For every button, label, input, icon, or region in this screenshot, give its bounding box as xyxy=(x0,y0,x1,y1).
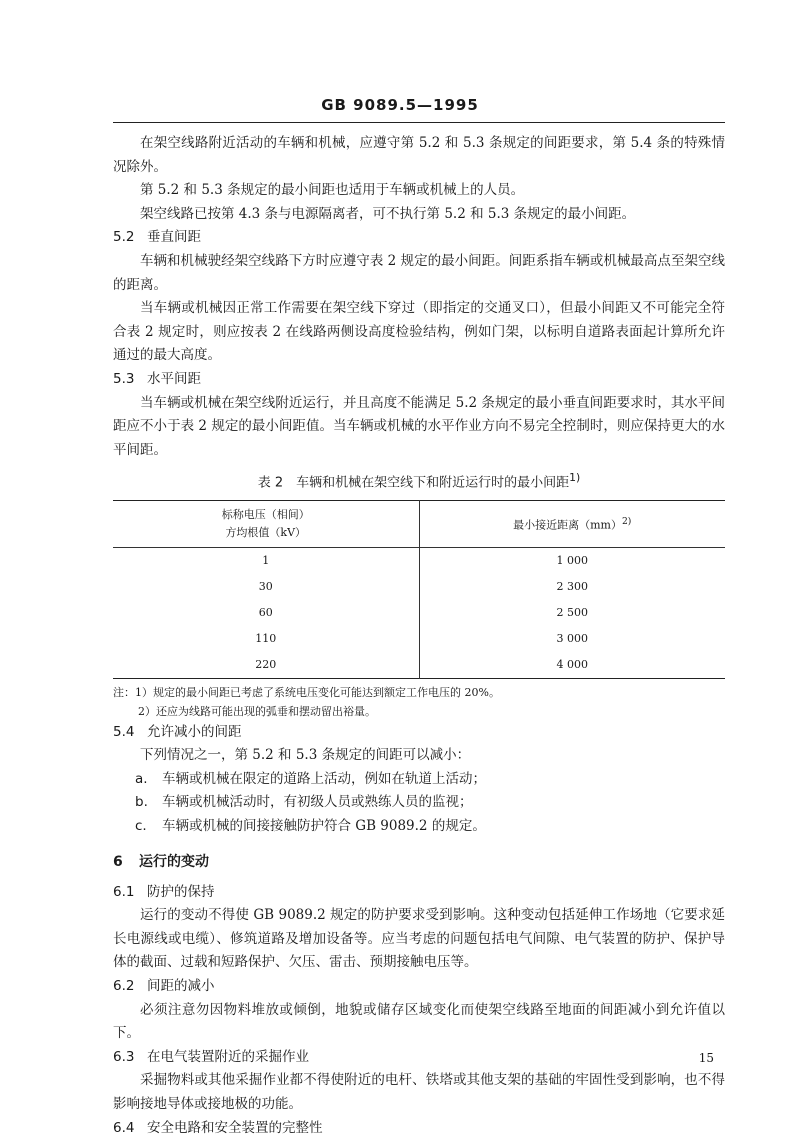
distance-cell: 3 000 xyxy=(556,632,588,646)
table-caption xyxy=(113,464,725,497)
voltage-column-header xyxy=(113,500,419,547)
paragraph: 运行的变动不得使 GB 9089.2 规定的防护要求受到影响。这种变动包括延伸工作场地（它要求延长电源线或电缆）、修筑道路及增加设备等。应当考虑的问题包括电气间隙、电气装置的防护、保护导体的截面、过载和短路保护、欠压、雷击、预期接触电压等。 xyxy=(113,907,725,971)
paragraph: 下列情况之一，第 5.2 和 5.3 条规定的间距可以减小： xyxy=(140,747,471,764)
paragraph: 当车辆或机械在架空线附近运行，并且高度不能满足 5.2 条规定的最小垂直间距要求时，其水平间距应不小于表 2 规定的最小间距值。当车辆或机械的水平作业方向不易完全控制时，则应保持更大的水平间距。 xyxy=(113,394,725,458)
section-number: 6.4 xyxy=(113,1119,135,1136)
table-note: 注：1）规定的最小间距已考虑了系统电压变化可能达到额定工作电压的 20%。 xyxy=(113,685,500,699)
list-text: 车辆或机械在限定的道路上活动，例如在轨道上活动； xyxy=(162,770,486,787)
voltage-cell: 110 xyxy=(113,626,419,652)
table-row xyxy=(113,652,725,679)
distance-column-header xyxy=(419,500,725,547)
min-distance-table xyxy=(113,500,725,679)
section-heading xyxy=(113,1117,725,1140)
section-heading xyxy=(113,881,725,905)
chapter-title: 运行的变动 xyxy=(139,853,209,870)
table-row xyxy=(113,547,725,574)
list-marker: a. xyxy=(135,770,148,787)
section-number: 6.2 xyxy=(113,977,135,994)
table-row xyxy=(113,574,725,600)
list-item xyxy=(113,791,725,815)
section-title: 安全电路和安全装置的完整性 xyxy=(147,1119,323,1136)
header-line: 方均根值（kV） xyxy=(225,525,307,539)
voltage-cell: 30 xyxy=(113,574,419,600)
list-item xyxy=(113,768,725,792)
voltage-cell: 220 xyxy=(113,652,419,679)
paragraph: 第 5.2 和 5.3 条规定的最小间距也适用于车辆或机械上的人员。 xyxy=(140,182,525,199)
document-header xyxy=(0,96,800,114)
paragraph: 车辆和机械驶经架空线路下方时应遵守表 2 规定的最小间距。间距系指车辆或机械最高点至架空线的距离。 xyxy=(113,252,725,293)
paragraph: 必须注意勿因物料堆放或倾倒，地貌或储存区域变化而使架空线路至地面的间距减小到允许值以下。 xyxy=(113,1001,725,1042)
section-heading xyxy=(113,975,725,999)
section-title: 水平间距 xyxy=(147,370,201,387)
section-title: 防护的保持 xyxy=(147,883,215,900)
distance-cell: 4 000 xyxy=(556,658,588,672)
footnote-ref: 1) xyxy=(569,471,581,485)
chapter-heading xyxy=(113,849,725,875)
table-notes xyxy=(113,683,725,721)
voltage-cell: 60 xyxy=(113,600,419,626)
header-line: 标称电压（相间） xyxy=(221,507,310,521)
table-note: 2）还应为线路可能出现的弧垂和摆动留出裕量。 xyxy=(138,704,376,718)
section-title: 在电气装置附近的采掘作业 xyxy=(147,1048,309,1065)
paragraph: 采掘物料或其他采掘作业都不得使附近的电杆、铁塔或其他支架的基础的牢固性受到影响，也不得影响接地导体或接地极的功能。 xyxy=(113,1072,725,1112)
section-heading xyxy=(113,226,725,250)
table-row xyxy=(113,626,725,652)
section-heading xyxy=(113,721,725,745)
list-marker: c. xyxy=(135,818,147,835)
distance-cell: 1 000 xyxy=(556,554,588,568)
list-marker: b. xyxy=(135,794,148,811)
header-rule xyxy=(113,122,725,123)
section-number: 6.1 xyxy=(113,883,135,900)
page-number: 15 xyxy=(698,1051,714,1065)
footnote-ref: 2) xyxy=(621,515,632,527)
section-title: 允许减小的间距 xyxy=(147,723,242,740)
distance-cell: 2 300 xyxy=(556,580,588,594)
standard-number: GB 9089.5—1995 xyxy=(321,96,479,114)
section-number: 5.3 xyxy=(113,370,135,387)
header-text: 最小接近距离（mm） xyxy=(513,518,622,532)
list-text: 车辆或机械的间接接触防护符合 GB 9089.2 的规定。 xyxy=(162,818,486,835)
section-number: 5.4 xyxy=(113,723,135,740)
section-heading xyxy=(113,368,725,392)
table-header-row xyxy=(113,500,725,547)
table-row xyxy=(113,600,725,626)
chapter-number: 6 xyxy=(113,853,123,870)
paragraph: 当车辆或机械因正常工作需要在架空线下穿过（即指定的交通叉口），但最小间距又不可能完全符合表 2 规定时，则应按表 2 在线路两侧设高度检验结构，例如门架，以标明自道路表面起计算所允许通过的最大高度。 xyxy=(113,300,725,364)
list-text: 车辆或机械活动时，有初级人员或熟练人员的监视； xyxy=(162,794,473,811)
distance-cell: 2 500 xyxy=(556,606,588,620)
section-number: 5.2 xyxy=(113,229,135,246)
table-caption-text: 表 2 车辆和机械在架空线下和附近运行时的最小间距 xyxy=(257,475,570,491)
page-content xyxy=(113,132,725,1140)
section-title: 垂直间距 xyxy=(147,229,201,246)
paragraph: 架空线路已按第 4.3 条与电源隔离者，可不执行第 5.2 和 5.3 条规定的最小间距。 xyxy=(140,205,636,222)
section-heading xyxy=(113,1046,725,1070)
section-number: 6.3 xyxy=(113,1048,135,1065)
voltage-cell: 1 xyxy=(113,547,419,574)
section-title: 间距的减小 xyxy=(147,977,215,994)
list-item xyxy=(113,815,725,839)
paragraph: 在架空线路附近活动的车辆和机械，应遵守第 5.2 和 5.3 条规定的间距要求，第 5.4 条的特殊情况除外。 xyxy=(113,135,725,175)
